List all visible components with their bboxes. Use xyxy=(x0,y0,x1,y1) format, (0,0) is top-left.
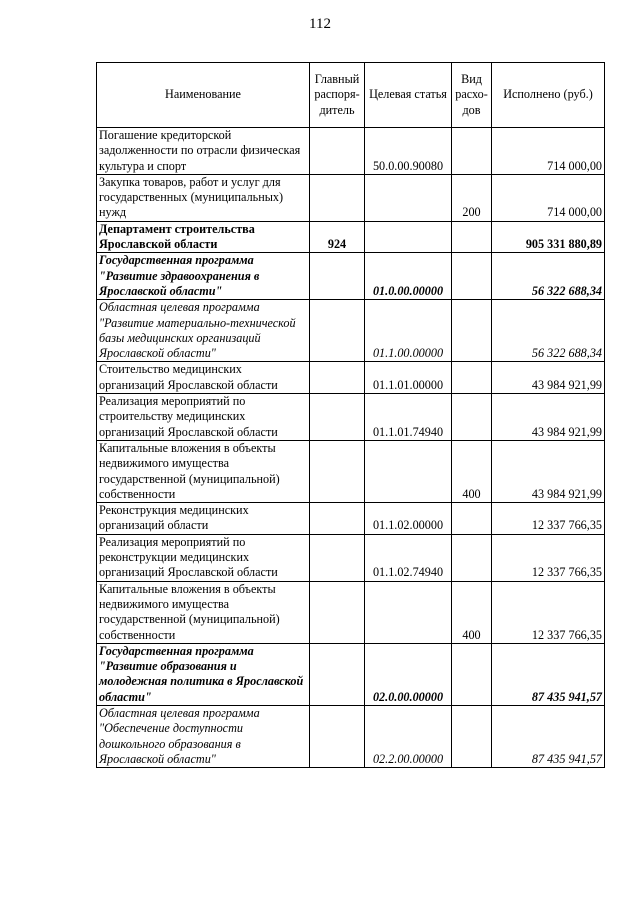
cell-expense-kind xyxy=(452,221,492,253)
cell-target-article: 01.1.02.00000 xyxy=(365,503,452,535)
cell-target-article: 01.1.00.00000 xyxy=(365,300,452,362)
table-row xyxy=(97,253,605,300)
header-target-article: Целевая статья xyxy=(365,63,452,128)
cell-executed-amount: 12 337 766,35 xyxy=(492,503,605,535)
cell-name: Закупка товаров, работ и услуг для государственных (муниципальных) нужд xyxy=(97,174,310,221)
header-main-manager: Главный распоря-дитель xyxy=(310,63,365,128)
budget-table xyxy=(96,62,605,768)
cell-expense-kind xyxy=(452,128,492,175)
header-name: Наименование xyxy=(97,63,310,128)
cell-expense-kind xyxy=(452,253,492,300)
cell-expense-kind xyxy=(452,643,492,705)
cell-main-manager xyxy=(310,174,365,221)
cell-target-article: 01.0.00.00000 xyxy=(365,253,452,300)
table-row xyxy=(97,394,605,441)
cell-name: Департамент строительства Ярославской области xyxy=(97,221,310,253)
table-row xyxy=(97,300,605,362)
cell-target-article xyxy=(365,221,452,253)
cell-expense-kind xyxy=(452,534,492,581)
cell-main-manager xyxy=(310,253,365,300)
cell-name: Реализация мероприятий по строительству медицинских организаций Ярославской области xyxy=(97,394,310,441)
cell-target-article xyxy=(365,174,452,221)
cell-target-article: 02.0.00.00000 xyxy=(365,643,452,705)
cell-main-manager xyxy=(310,643,365,705)
cell-name: Государственная программа "Развитие здравоохранения в Ярославской области" xyxy=(97,253,310,300)
table-row xyxy=(97,581,605,643)
table-row xyxy=(97,128,605,175)
cell-expense-kind xyxy=(452,300,492,362)
cell-target-article xyxy=(365,440,452,502)
table-body xyxy=(97,128,605,768)
header-executed: Исполнено (руб.) xyxy=(492,63,605,128)
table-row xyxy=(97,705,605,767)
cell-executed-amount: 714 000,00 xyxy=(492,128,605,175)
cell-expense-kind: 200 xyxy=(452,174,492,221)
cell-name: Реконструкция медицинских организаций области xyxy=(97,503,310,535)
cell-executed-amount: 905 331 880,89 xyxy=(492,221,605,253)
cell-main-manager xyxy=(310,534,365,581)
cell-name: Стоительство медицинских организаций Ярославской области xyxy=(97,362,310,394)
table-row xyxy=(97,503,605,535)
cell-name: Областная целевая программа "Обеспечение доступности дошкольного образования в Ярославской области" xyxy=(97,705,310,767)
cell-main-manager xyxy=(310,705,365,767)
cell-name: Областная целевая программа "Развитие материально-технической базы медицинских организаций Ярославской области" xyxy=(97,300,310,362)
cell-executed-amount: 87 435 941,57 xyxy=(492,643,605,705)
table-row xyxy=(97,174,605,221)
cell-expense-kind: 400 xyxy=(452,440,492,502)
cell-main-manager: 924 xyxy=(310,221,365,253)
cell-main-manager xyxy=(310,581,365,643)
cell-main-manager xyxy=(310,362,365,394)
cell-main-manager xyxy=(310,503,365,535)
cell-main-manager xyxy=(310,440,365,502)
cell-main-manager xyxy=(310,128,365,175)
cell-name: Реализация мероприятий по реконструкции медицинских организаций Ярославской области xyxy=(97,534,310,581)
cell-executed-amount: 87 435 941,57 xyxy=(492,705,605,767)
cell-main-manager xyxy=(310,394,365,441)
cell-executed-amount: 56 322 688,34 xyxy=(492,300,605,362)
table-row xyxy=(97,440,605,502)
cell-expense-kind xyxy=(452,503,492,535)
cell-name: Государственная программа "Развитие образования и молодежная политика в Ярославской области" xyxy=(97,643,310,705)
cell-target-article: 01.1.01.00000 xyxy=(365,362,452,394)
cell-target-article: 50.0.00.90080 xyxy=(365,128,452,175)
page-number: 112 xyxy=(309,16,331,32)
cell-name: Погашение кредиторской задолженности по отрасли физическая культура и спорт xyxy=(97,128,310,175)
cell-target-article: 02.2.00.00000 xyxy=(365,705,452,767)
cell-executed-amount: 43 984 921,99 xyxy=(492,362,605,394)
cell-executed-amount: 43 984 921,99 xyxy=(492,394,605,441)
cell-executed-amount: 714 000,00 xyxy=(492,174,605,221)
cell-expense-kind: 400 xyxy=(452,581,492,643)
table-row xyxy=(97,362,605,394)
cell-main-manager xyxy=(310,300,365,362)
cell-name: Капитальные вложения в объекты недвижимого имущества государственной (муниципальной) собственности xyxy=(97,581,310,643)
cell-target-article: 01.1.01.74940 xyxy=(365,394,452,441)
table-row xyxy=(97,221,605,253)
table-row xyxy=(97,643,605,705)
table-row xyxy=(97,534,605,581)
cell-name: Капитальные вложения в объекты недвижимого имущества государственной (муниципальной) собственности xyxy=(97,440,310,502)
cell-expense-kind xyxy=(452,394,492,441)
cell-target-article: 01.1.02.74940 xyxy=(365,534,452,581)
cell-executed-amount: 12 337 766,35 xyxy=(492,581,605,643)
cell-expense-kind xyxy=(452,705,492,767)
cell-executed-amount: 56 322 688,34 xyxy=(492,253,605,300)
cell-expense-kind xyxy=(452,362,492,394)
header-expense-kind: Вид расхо-дов xyxy=(452,63,492,128)
cell-executed-amount: 43 984 921,99 xyxy=(492,440,605,502)
cell-executed-amount: 12 337 766,35 xyxy=(492,534,605,581)
cell-target-article xyxy=(365,581,452,643)
table-header xyxy=(97,63,605,128)
